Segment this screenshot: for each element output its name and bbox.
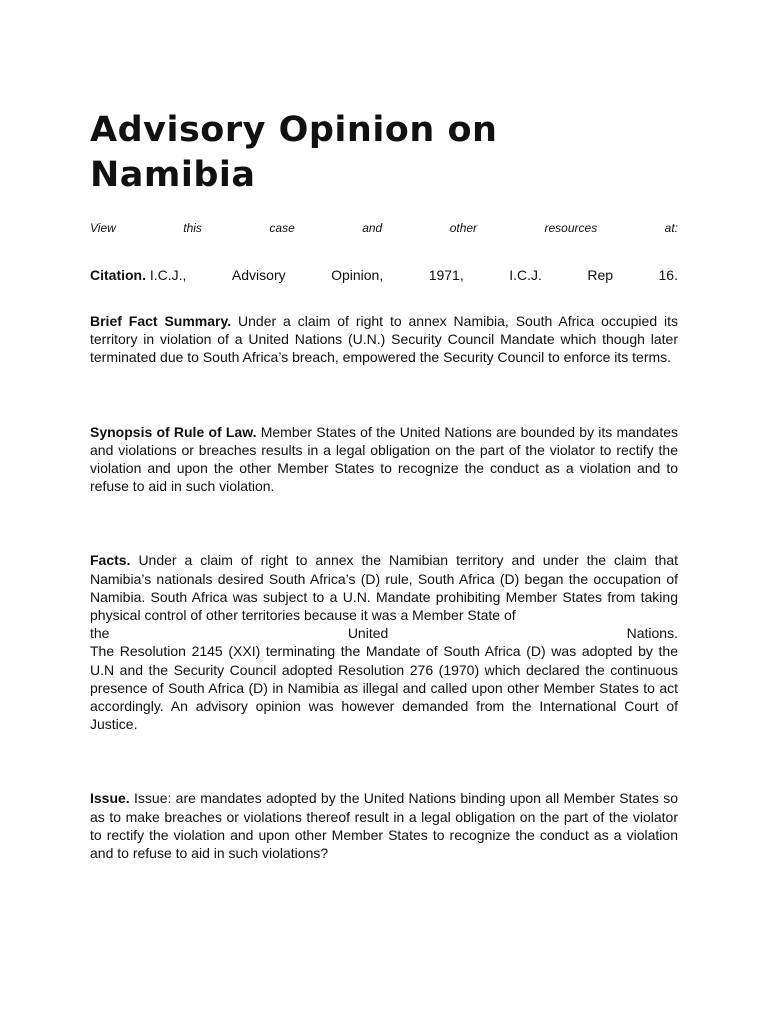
issue-section [90,789,678,862]
citation-line [90,266,678,284]
title-line-1: Advisory Opinion on [90,110,498,150]
citation-part: Rep [587,267,614,283]
synopsis-rule-of-law [90,423,678,496]
citation-first [90,266,186,284]
citation-part: Advisory [231,267,286,283]
brief-text: Under a claim of right to annex Namibia, South Africa occupied its territory in violation of a United Nations (U.N.) Security Council Mandate which though later terminated due to South Africa’s breach, empowered the Security Council to enforce its terms. [90,313,678,366]
view-word: case [269,221,295,235]
view-word: View [90,221,116,235]
view-word: resources [544,221,598,235]
facts-paragraph-2: The Resolution 2145 (XXI) terminating the Mandate of South Africa (D) was adopted by the U.N and the Security Council adopted Resolution 276 (1970) which declared the continuous presence of South Africa (D) in Namibia as illegal and called upon other Member States to act accordingly. An advisory opinion was however demanded from the International Court of Justice. [90,643,678,733]
citation-part: 16. [658,267,678,283]
brief-fact-summary [90,312,678,367]
view-word: other [449,221,478,235]
view-word: this [183,221,202,235]
facts-spread-word: Nations. [626,625,678,642]
facts-spread-line [90,624,678,642]
brief-label: Brief Fact Summary. [90,313,232,329]
citation-label: Citation. [90,267,146,283]
synopsis-label: Synopsis of Rule of Law. [90,423,257,440]
facts-text-1: Under a claim of right to annex the Namibian territory and under the claim that Namibia’s nationals desired South Africa’s (D) rule, South Africa (D) began the occupation of Namibia. South Africa was subject to a U.N. Mandate prohibiting Member States from taking physical control of other territories because it was a Member State of [90,552,678,624]
facts-label: Facts. [90,552,131,569]
document-page [90,108,678,862]
synopsis-text: Member States of the United Nations are bounded by its mandates and violations or breaches results in a legal obligation on the part of the violator to rectify the violation and upon the other Member States to recognize the conduct as a violation and to refuse to aid in such violation. [90,423,678,495]
view-word: at: [664,221,678,235]
facts-section [90,551,678,733]
facts-spread-word: the [90,625,110,642]
citation-part: 1971, [428,267,464,283]
citation-part: Opinion, [331,267,384,283]
view-resources-line [90,220,678,236]
citation-part: I.C.J., [149,267,187,283]
view-word: and [362,221,383,235]
issue-text: Issue: are mandates adopted by the United Nations binding upon all Member States so as to make breaches or violations thereof result in a legal obligation on the part of the violator to rectify the violation and upon other Member States to recognize the conduct as a violation and to refuse to aid in such violations? [90,790,678,862]
document-title [90,108,678,198]
issue-label: Issue. [90,790,130,807]
citation-part: I.C.J. [509,267,542,283]
facts-paragraph-1 [90,551,678,624]
title-line-2: Namibia [90,155,256,195]
facts-spread-word: United [347,625,389,642]
